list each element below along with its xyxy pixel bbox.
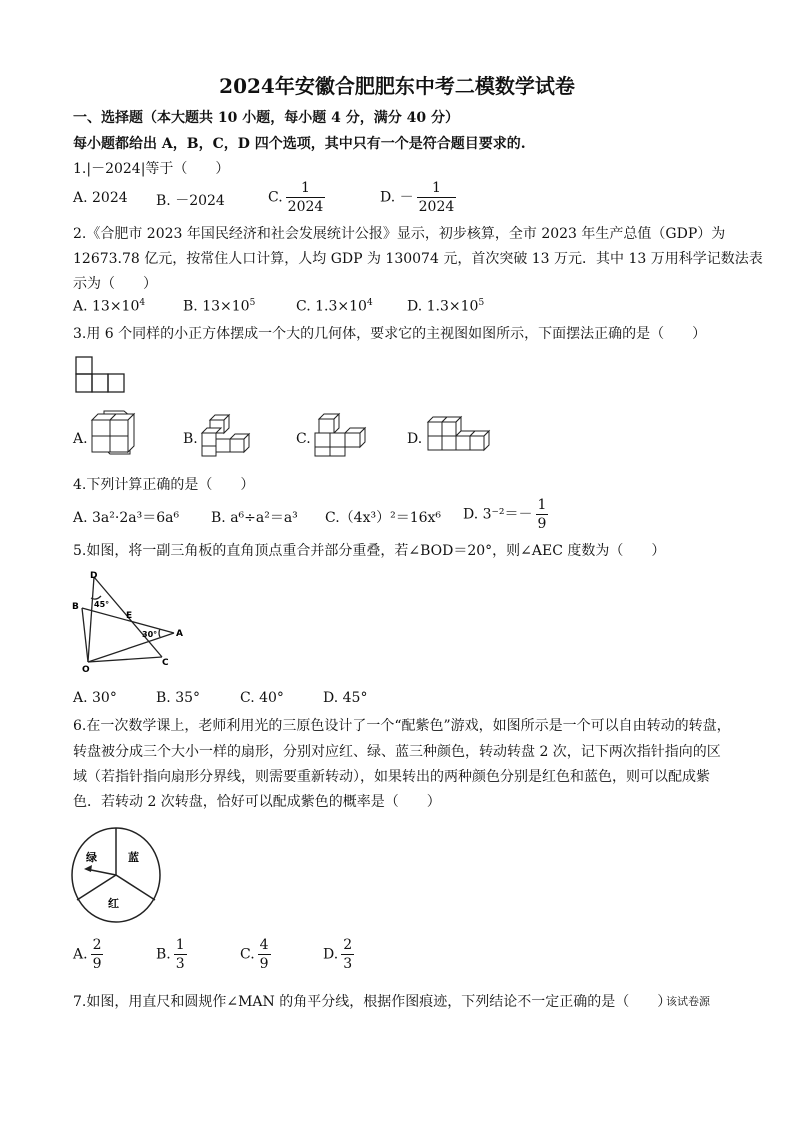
q3-option-d: D. — [407, 431, 423, 447]
q4-option-d: D. 3⁻²＝－ $\frac{1}{9}$ — [463, 497, 547, 532]
q6-option-b: B. $\frac{1}{3}$ — [156, 937, 185, 972]
q2-option-b: B. $13\times 10^5$ — [183, 298, 256, 315]
q5-stem: 5.如图，将一副三角板的直角顶点重合并部分重叠，若∠BOD＝20°，则∠AEC 度数为（ ） — [73, 543, 666, 559]
q3-option-b-cubes — [200, 414, 250, 458]
q4-option-c: C.（4x³）²＝16x⁶ — [325, 510, 442, 526]
watermark-text: 该试卷源 — [666, 995, 710, 1008]
q5-label-o: O — [82, 665, 90, 675]
q5-label-d: D — [90, 571, 98, 581]
q2-option-d: D. $1.3\times 10^5$ — [407, 298, 485, 315]
q4-option-a: A. 3a²·2a³＝6a⁶ — [73, 510, 180, 526]
q7-stem: 7.如图，用直尺和圆规作∠MAN 的角平分线，根据作图痕迹，下列结论不一定正确的是（ ） — [73, 994, 672, 1010]
q5-option-a: A. 30° — [73, 690, 117, 706]
q1-option-d: D. － $\frac{1}{2024}$ — [380, 180, 455, 215]
q6-sector-blue: 蓝 — [128, 851, 139, 864]
q6-line3: 域（若指针指向扇形分界线，则需要重新转动），如果转出的两种颜色分别是红色和蓝色，则可以配成紫 — [73, 769, 710, 785]
q3-option-c-cubes — [313, 412, 369, 458]
q2-line2: 12673.78 亿元，按常住人口计算，人均 GDP 为 130074 元，首次突破 13 万元．其中 13 万用科学记数法表 — [73, 251, 763, 267]
q1-option-a: A. 2024 — [73, 190, 128, 206]
q5-option-c: C. 40° — [240, 690, 284, 706]
q3-front-view-figure — [75, 356, 125, 396]
q5-triangle-figure — [70, 568, 185, 673]
q6-line1: 6.在一次数学课上，老师利用光的三原色设计了一个“配紫色”游戏，如图所示是一个可以自由转动的转盘， — [73, 718, 731, 734]
q6-line4: 色．若转动 2 次转盘，恰好可以配成紫色的概率是（ ） — [73, 794, 441, 810]
q6-option-d: D. $\frac{2}{3}$ — [323, 937, 353, 972]
q4-option-b: B. a⁶÷a²＝a³ — [211, 510, 298, 526]
q3-option-a: A. — [73, 431, 88, 447]
q3-option-b: B. — [183, 431, 198, 447]
q2-option-a: A. $13\times 10^4$ — [73, 298, 146, 315]
q5-label-e: E — [126, 611, 133, 621]
q5-angle-45: 45° — [94, 600, 110, 609]
q1-option-b: B. －2024 — [156, 193, 225, 209]
q5-label-a: A — [176, 629, 183, 639]
q5-label-c: C — [162, 658, 169, 668]
q2-line1: 2.《合肥市 2023 年国民经济和社会发展统计公报》显示，初步核算，全市 2023 年生产总值（GDP）为 — [73, 226, 726, 242]
q3-stem: 3.用 6 个同样的小正方体摆成一个大的几何体，要求它的主视图如图所示，下面摆法正确的是（ ） — [73, 326, 707, 342]
q1-stem: 1.|－2024|等于（ ） — [73, 161, 230, 177]
q6-spinner-figure — [70, 825, 165, 925]
q6-sector-green: 绿 — [86, 851, 97, 864]
section-instruction: 每小题都给出 A，B，C，D 四个选项，其中只有一个是符合题目要求的. — [73, 136, 526, 152]
q5-option-b: B. 35° — [156, 690, 201, 706]
q3-option-a-cubes — [90, 410, 134, 460]
q4-stem: 4.下列计算正确的是（ ） — [73, 477, 255, 493]
q2-option-c: C. $1.3\times 10^4$ — [296, 298, 373, 315]
q2-line3: 示为（ ） — [73, 276, 157, 292]
q6-option-c: C. $\frac{4}{9}$ — [240, 937, 269, 972]
q6-sector-red: 红 — [108, 897, 119, 910]
section-heading: 一、选择题（本大题共 10 小题，每小题 4 分，满分 40 分） — [73, 110, 459, 126]
q5-label-b: B — [72, 602, 79, 612]
q6-option-a: A. $\frac{2}{9}$ — [73, 937, 102, 972]
page-title: 2024年安徽合肥肥东中考二模数学试卷 — [219, 74, 575, 98]
q3-option-c: C. — [296, 431, 311, 447]
q6-line2: 转盘被分成三个大小一样的扇形，分别对应红、绿、蓝三种颜色，转动转盘 2 次，记下两次指针指向的区 — [73, 744, 721, 760]
q1-option-c: C. $\frac{1}{2024}$ — [268, 180, 324, 215]
q5-angle-30: 30° — [142, 630, 158, 639]
q5-option-d: D. 45° — [323, 690, 368, 706]
q3-option-d-cubes — [426, 414, 490, 458]
